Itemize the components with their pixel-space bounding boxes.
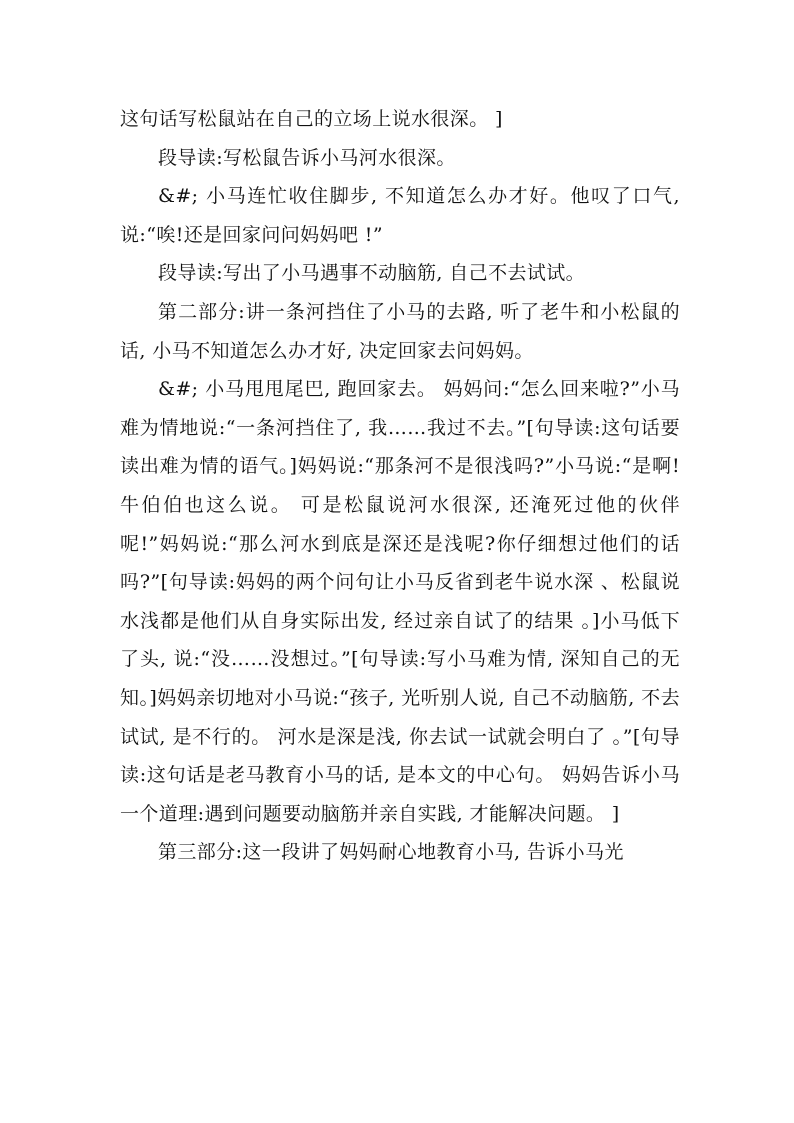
paragraph-5: 第二部分:讲一条河挡住了小马的去路, 听了老牛和小松鼠的话, 小马不知道怎么办才好, 决定回家去问妈妈。 <box>120 300 680 362</box>
document-body <box>120 100 680 872</box>
paragraph-3: &#; 小马连忙收住脚步, 不知道怎么办才好。他叹了口气, 说:“唉!还是回家问问妈妈吧 !” <box>120 185 680 246</box>
paragraph-2: 段导读:写松鼠告诉小马河水很深。 <box>158 146 456 169</box>
paragraph-7: 第三部分:这一段讲了妈妈耐心地教育小马, 告诉小马光 <box>158 841 624 864</box>
paragraph-1: 这句话写松鼠站在自己的立场上说水很深。 ] <box>120 108 503 130</box>
paragraph-4: 段导读:写出了小马遇事不动脑筋, 自己不去试试。 <box>158 262 586 285</box>
paragraph-6: &#; 小马甩甩尾巴, 跑回家去。 妈妈问:“怎么回来啦?”小马难为情地说:“一条河挡住了, 我……我过不去。”[句导读:这句话要读出难为情的语气。]妈妈说:“那条河不是很浅吗?”小马说:“是啊! 牛伯伯也这么说。 可是松鼠说河水很深, 还淹死过他的伙伴呢!”妈妈说:“那么河水到底是深还是浅呢?你仔细想过他们的话吗?”[句导读:妈妈的两个问句让小马反省到老牛说水深 、松鼠说水浅都是他们从自身实际出发, 经过亲自试了的结果 。]小马低下了头, 说:“没……没想过。”[句导读:写小马难为情, 深知自己的无知。]妈妈亲切地对小马说:“孩子, 光听别人说, 自己不动脑筋, 不去试试, 是不行的。 河水是深是浅, 你去试一试就会明白了 。”[句导读:这句话是老马教育小马的话, 是本文的中心句。 妈妈告诉小马一个道理:遇到问题要动脑筋并亲自实践, 才能解决问题。 ] <box>120 378 680 825</box>
